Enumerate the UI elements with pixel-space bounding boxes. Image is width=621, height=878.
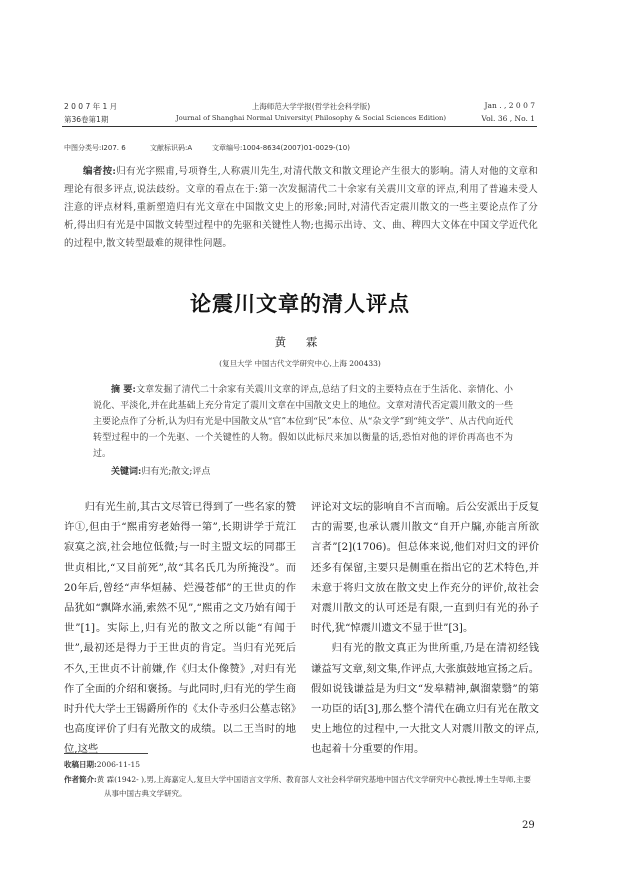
keywords (93, 464, 513, 480)
abstract (93, 382, 513, 462)
article-title: 论震川文章的清人评点 (190, 291, 410, 316)
article-number: 文章编号:1004-8634(2007)01-0029-(10) (212, 144, 350, 152)
header-journal-en: Journal of Shanghai Normal University( Philosophy & Social Sciences Edition) (175, 114, 447, 122)
editor-note (64, 163, 538, 253)
header-date-en: Jan . , 2 0 0 7 (484, 101, 535, 110)
classification-number: 中图分类号:I207. 6 (64, 144, 126, 152)
header-volume: 第36卷第1期 (64, 115, 109, 124)
editor-note-label: 编者按: (83, 166, 117, 177)
abstract-label: 摘 要: (111, 385, 136, 395)
page-number: 29 (522, 820, 535, 831)
author-bio-label: 作者简介: (64, 775, 97, 784)
keywords-label: 关键词: (111, 467, 142, 477)
author-bio-text: 黄 霖(1942- ),男,上海嘉定人,复旦大学中国语言文学所、教育部人文社会科学研究基地中国古代文学研究中心教授,博士生导师,主要从事中国古典文学研究。 (96, 775, 531, 798)
abstract-text: 文章发掘了清代二十余家有关震川文章的评点,总结了归文的主要特点在于生活化、亲情化、小说化、平淡化,并在此基础上充分肯定了震川文章在中国散文史上的地位。文章对清代否定震川散文的一些主要论点作了分析,认为归有光是中国散文从“官”本位到“民”本位、从“杂文学”到“纯文学”、从古代向近代转型过程中的一个先驱、一个关键性的人物。假如以此标尺来加以衡量的话,恐怕对他的评价再高也不为过。 (93, 385, 513, 459)
keywords-text: 归有光;散文;评点 (141, 467, 211, 477)
author-bio (64, 773, 538, 801)
header-date: 2 0 0 7 年 1 月 (64, 102, 118, 111)
body-paragraph: 归有光的散文真正为世所重,乃是在清初经钱谦益写文章,刻文集,作评点,大张旗鼓地宣扬之后。假如说钱谦益是为归文“发皋精神,飙溜蒙翳”的第一功臣的话[3],那么整个清代在确立归有光在散文史上地位的过程中,一大批文人对震川散文的评点,也起着十分重要的作用。 (311, 642, 539, 756)
header-rule (62, 126, 537, 127)
received-date (64, 758, 538, 772)
article-author: 黄 霖 (274, 335, 326, 349)
editor-note-text: 归有光字熙甫,号项脊生,人称震川先生,对清代散文和散文理论产生很大的影响。清人对他的文章和理论有很多评点,说法歧纷。文章的看点在于:第一次发掘清代二十余家有关震川文章的评点,利用了普遍未受人注意的评点材料,重新塑造归有光文章在中国散文史上的形象;同时,对清代否定震川散文的一些主要论点作了分析,得出归有光是中国散文转型过程中的先驱和关键性人物;也揭示出诗、文、曲、稗四大文体在中国文学近代化的过程中,散文转型最难的规律性问题。 (64, 166, 539, 249)
header-journal-cn: 上海师范大学学报(哲学社会科学版) (251, 102, 371, 111)
received-label: 收稿日期: (64, 760, 97, 769)
body-right-column (311, 497, 539, 760)
author-affiliation: (复旦大学 中国古代文学研究中心,上海 200433) (219, 359, 381, 368)
header-volume-en: Vol. 36 , No. 1 (481, 114, 535, 123)
body-paragraph: 归有光生前,其古文尽管已得到了一些名家的赞许①,但由于“熙甫穷老始得一第”,长期讲学于荒江寂寞之滨,社会地位低微;与一时主盟文坛的同郡王世贞相比,“又目前死”,故“其名氏几为所掩没”。而20年后,曾经“声华烜赫、烂漫苍郁”的王世贞的作品犹如“飘降水涌,索然不见”,“熙甫之文乃始有闻于世”[1]。实际上,归有光的散文之所以能“有闻于世”,最初还是得力于王世贞的肯定。当归有光死后不久,王世贞不计前嫌,作《归太仆像赞》,对归有光作了全面的介绍和褒扬。与此同时,归有光的学生商时升代大学士王锡爵所作的《太仆寺丞归公墓志铭》也高度评价了归有光散文的成绩。以二王当时的地位,这些 (64, 501, 296, 756)
document-code: 文献标识码:A (150, 144, 193, 152)
received-value: 2006-11-15 (96, 760, 141, 769)
body-paragraph: 评论对文坛的影响自不言而喻。后公安派出于反复古的需要,也承认震川散文“自开户牖,亦能言所欲言者”[2](1706)。但总体来说,他们对归文的评价还多有保留,主要只是侧重在指出它的艺术特色,并未意于将归文放在散文史上作充分的评价,故社会对震川散文的认可还是有限,一直到归有光的孙子时代,犹“悼震川遗文不显于世”[3]。 (311, 501, 539, 635)
body-left-column (64, 497, 296, 760)
footnote-rule (64, 753, 148, 754)
